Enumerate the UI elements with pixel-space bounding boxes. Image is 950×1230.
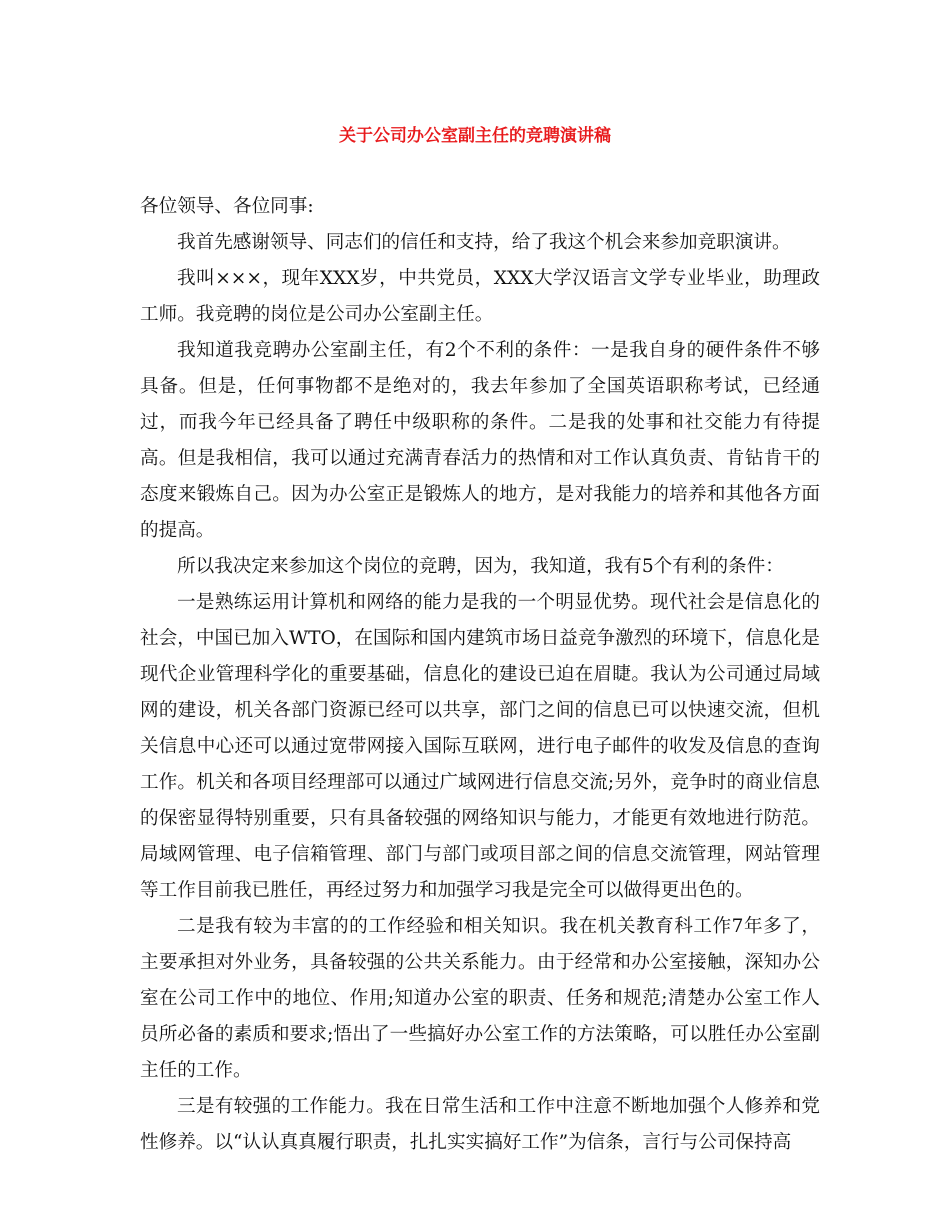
paragraph-disadvantages: 我知道我竞聘办公室副主任，有2个不利的条件：一是我自身的硬件条件不够具备。但是，任何事物都不是绝对的，我去年参加了全国英语职称考试，已经通过，而我今年已经具备了聘任中级职称的条件。二是我的处事和社交能力有待提高。但是我相信，我可以通过充满青春活力的热情和对工作认真负责、肯钻肯干的态度来锻炼自己。因为办公室正是锻炼人的地方，是对我能力的培养和其他各方面的提高。 xyxy=(140,340,820,541)
paragraph-decision: 所以我决定来参加这个岗位的竞聘，因为，我知道，我有5个有利的条件： xyxy=(177,556,784,577)
paragraph-thanks: 我首先感谢领导、同志们的信任和支持，给了我这个机会来参加竞职演讲。 xyxy=(177,232,791,253)
paragraph-introduction: 我叫×××，现年XXX岁，中共党员，XXX大学汉语言文学专业毕业，助理政工师。我竞聘的岗位是公司办公室副主任。 xyxy=(140,268,820,325)
salutation: 各位领导、各位同事: xyxy=(140,196,314,217)
document-body xyxy=(140,189,820,1161)
paragraph-advantage-ability: 三是有较强的工作能力。我在日常生活和工作中注意不断地加强个人修养和党性修养。以“认认真真履行职责，扎扎实实搞好工作”为信条，言行与公司保持高 xyxy=(140,1096,820,1153)
paragraph-advantage-computer: 一是熟练运用计算机和网络的能力是我的一个明显优势。现代社会是信息化的社会，中国已加入WTO，在国际和国内建筑市场日益竞争激烈的环境下，信息化是现代企业管理科学化的重要基础，信息化的建设已迫在眉睫。我认为公司通过局域网的建设，机关各部门资源已经可以共享，部门之间的信息已可以快速交流，但机关信息中心还可以通过宽带网接入国际互联网，进行电子邮件的收发及信息的查询工作。机关和各项目经理部可以通过广域网进行信息交流;另外，竞争时的商业信息的保密显得特别重要，只有具备较强的网络知识与能力，才能更有效地进行防范。局域网管理、电子信箱管理、部门与部门或项目部之间的信息交流管理，网站管理等工作目前我已胜任，再经过努力和加强学习我是完全可以做得更出色的。 xyxy=(140,592,820,901)
document-title: 关于公司办公室副主任的竞聘演讲稿 xyxy=(339,126,611,146)
paragraph-advantage-experience: 二是我有较为丰富的的工作经验和相关知识。我在机关教育科工作7年多了，主要承担对外业务，具备较强的公共关系能力。由于经常和办公室接触，深知办公室在公司工作中的地位、作用;知道办公室的职责、任务和规范;清楚办公室工作人员所必备的素质和要求;悟出了一些搞好办公室工作的方法策略，可以胜任办公室副主任的工作。 xyxy=(140,916,820,1081)
